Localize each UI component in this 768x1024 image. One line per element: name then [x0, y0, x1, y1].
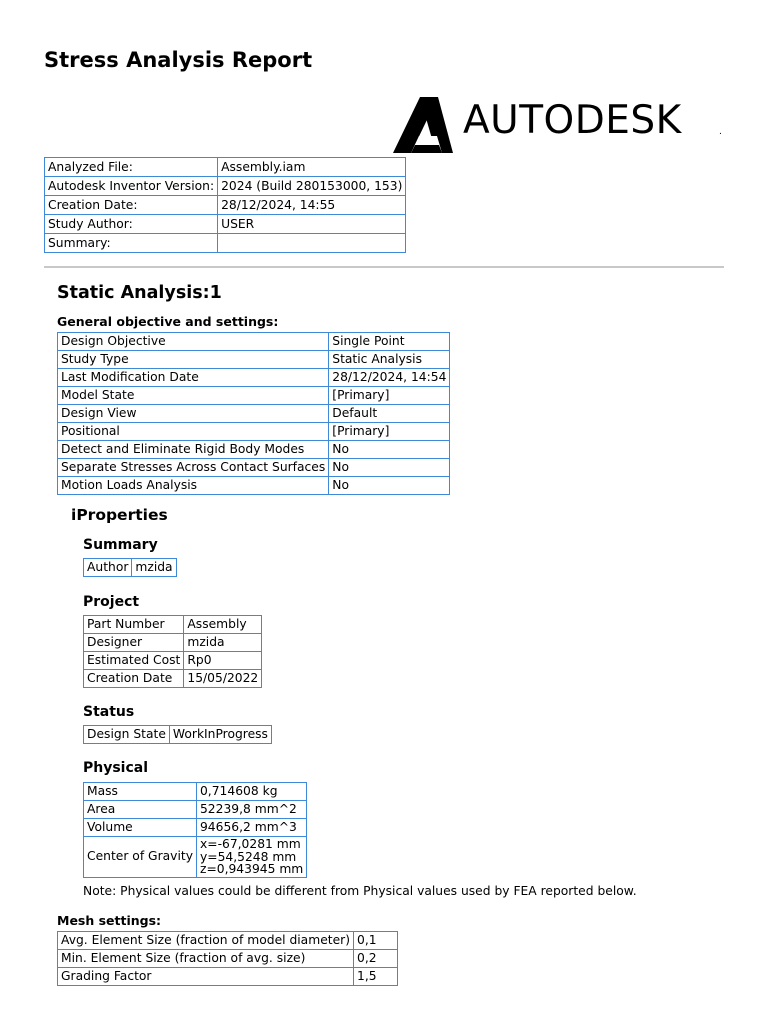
file-info-value: USER: [218, 215, 406, 234]
property-value: Rp0: [184, 652, 262, 670]
file-info-key: Study Author:: [45, 215, 218, 234]
setting-value: No: [329, 441, 450, 459]
physical-table: [83, 782, 307, 878]
section-divider: [44, 266, 724, 268]
table-row: [84, 652, 262, 670]
table-row: [58, 333, 450, 351]
file-info-key: Analyzed File:: [45, 158, 218, 177]
property-key: Mass: [84, 783, 197, 801]
property-value: Assembly: [184, 616, 262, 634]
setting-value: [Primary]: [329, 423, 450, 441]
mesh-key: Grading Factor: [58, 968, 354, 986]
setting-key: Motion Loads Analysis: [58, 477, 329, 495]
autodesk-wordmark: AUTODESK: [463, 98, 682, 143]
cog-x: x=-67,0281 mm: [199, 837, 301, 851]
setting-key: Study Type: [58, 351, 329, 369]
table-row: [58, 405, 450, 423]
setting-key: Model State: [58, 387, 329, 405]
setting-key: Positional: [58, 423, 329, 441]
mesh-settings-label: Mesh settings:: [57, 913, 162, 928]
mesh-key: Min. Element Size (fraction of avg. size): [58, 950, 354, 968]
iproperties-title: iProperties: [71, 506, 168, 524]
autodesk-a-mark-icon: [393, 97, 453, 153]
project-section-title: Project: [83, 594, 140, 610]
setting-key: Last Modification Date: [58, 369, 329, 387]
property-value: 15/05/2022: [184, 670, 262, 688]
table-row: [58, 423, 450, 441]
registered-mark: .: [719, 127, 722, 137]
cog-y: y=54,5248 mm: [199, 849, 297, 864]
property-value: mzida: [132, 559, 176, 577]
general-settings-table: [57, 332, 450, 495]
setting-key: Detect and Eliminate Rigid Body Modes: [58, 441, 329, 459]
setting-key: Separate Stresses Across Contact Surfaces: [58, 459, 329, 477]
table-row: [45, 177, 406, 196]
physical-section-title: Physical: [83, 760, 149, 776]
property-key: Design State: [84, 726, 170, 744]
table-row: [84, 837, 307, 878]
table-row: [58, 369, 450, 387]
property-key: Volume: [84, 819, 197, 837]
report-title: Stress Analysis Report: [44, 48, 313, 72]
file-info-value: Assembly.iam: [218, 158, 406, 177]
setting-value: No: [329, 477, 450, 495]
property-key: Estimated Cost: [84, 652, 184, 670]
file-info-value: [218, 234, 406, 253]
center-of-gravity-value: [196, 837, 306, 878]
mesh-value: 1,5: [354, 968, 398, 986]
summary-table: [83, 558, 177, 577]
mesh-value: 0,1: [354, 932, 398, 950]
property-value: 94656,2 mm^3: [196, 819, 306, 837]
cog-z: z=0,943945 mm: [199, 862, 304, 876]
general-settings-label: General objective and settings:: [57, 314, 279, 329]
property-key: Area: [84, 801, 197, 819]
table-row: [84, 559, 177, 577]
mesh-value: 0,2: [354, 950, 398, 968]
physical-note: Note: Physical values could be different from Physical values used by FEA reported below.: [83, 884, 637, 898]
mesh-settings-table: [57, 931, 398, 986]
table-row: [58, 351, 450, 369]
table-row: [84, 670, 262, 688]
setting-key: Design Objective: [58, 333, 329, 351]
mesh-key: Avg. Element Size (fraction of model diameter): [58, 932, 354, 950]
property-value: 0,714608 kg: [196, 783, 306, 801]
setting-key: Design View: [58, 405, 329, 423]
table-row: [84, 783, 307, 801]
setting-value: Single Point: [329, 333, 450, 351]
table-row: [45, 196, 406, 215]
file-info-key: Autodesk Inventor Version:: [45, 177, 218, 196]
file-info-value: 2024 (Build 280153000, 153): [218, 177, 406, 196]
property-key: Part Number: [84, 616, 184, 634]
setting-value: [Primary]: [329, 387, 450, 405]
table-row: [45, 158, 406, 177]
table-row: [45, 234, 406, 253]
table-row: [84, 634, 262, 652]
setting-value: Static Analysis: [329, 351, 450, 369]
table-row: [45, 215, 406, 234]
table-row: [84, 801, 307, 819]
table-row: [58, 459, 450, 477]
table-row: [84, 726, 272, 744]
property-key: Creation Date: [84, 670, 184, 688]
table-row: [84, 616, 262, 634]
property-key: Center of Gravity: [84, 837, 197, 878]
status-section-title: Status: [83, 704, 135, 720]
property-value: WorkInProgress: [169, 726, 271, 744]
status-table: [83, 725, 272, 744]
property-value: mzida: [184, 634, 262, 652]
file-info-table: [44, 157, 406, 253]
file-info-value: 28/12/2024, 14:55: [218, 196, 406, 215]
table-row: [58, 387, 450, 405]
table-row: [58, 441, 450, 459]
autodesk-logo: [393, 97, 733, 153]
table-row: [84, 819, 307, 837]
analysis-title: Static Analysis:1: [57, 283, 222, 303]
setting-value: Default: [329, 405, 450, 423]
table-row: [58, 932, 398, 950]
summary-section-title: Summary: [83, 537, 158, 553]
table-row: [58, 950, 398, 968]
file-info-key: Creation Date:: [45, 196, 218, 215]
property-value: 52239,8 mm^2: [196, 801, 306, 819]
setting-value: 28/12/2024, 14:54: [329, 369, 450, 387]
setting-value: No: [329, 459, 450, 477]
table-row: [58, 477, 450, 495]
table-row: [58, 968, 398, 986]
property-key: Author: [84, 559, 132, 577]
file-info-key: Summary:: [45, 234, 218, 253]
project-table: [83, 615, 262, 688]
property-key: Designer: [84, 634, 184, 652]
